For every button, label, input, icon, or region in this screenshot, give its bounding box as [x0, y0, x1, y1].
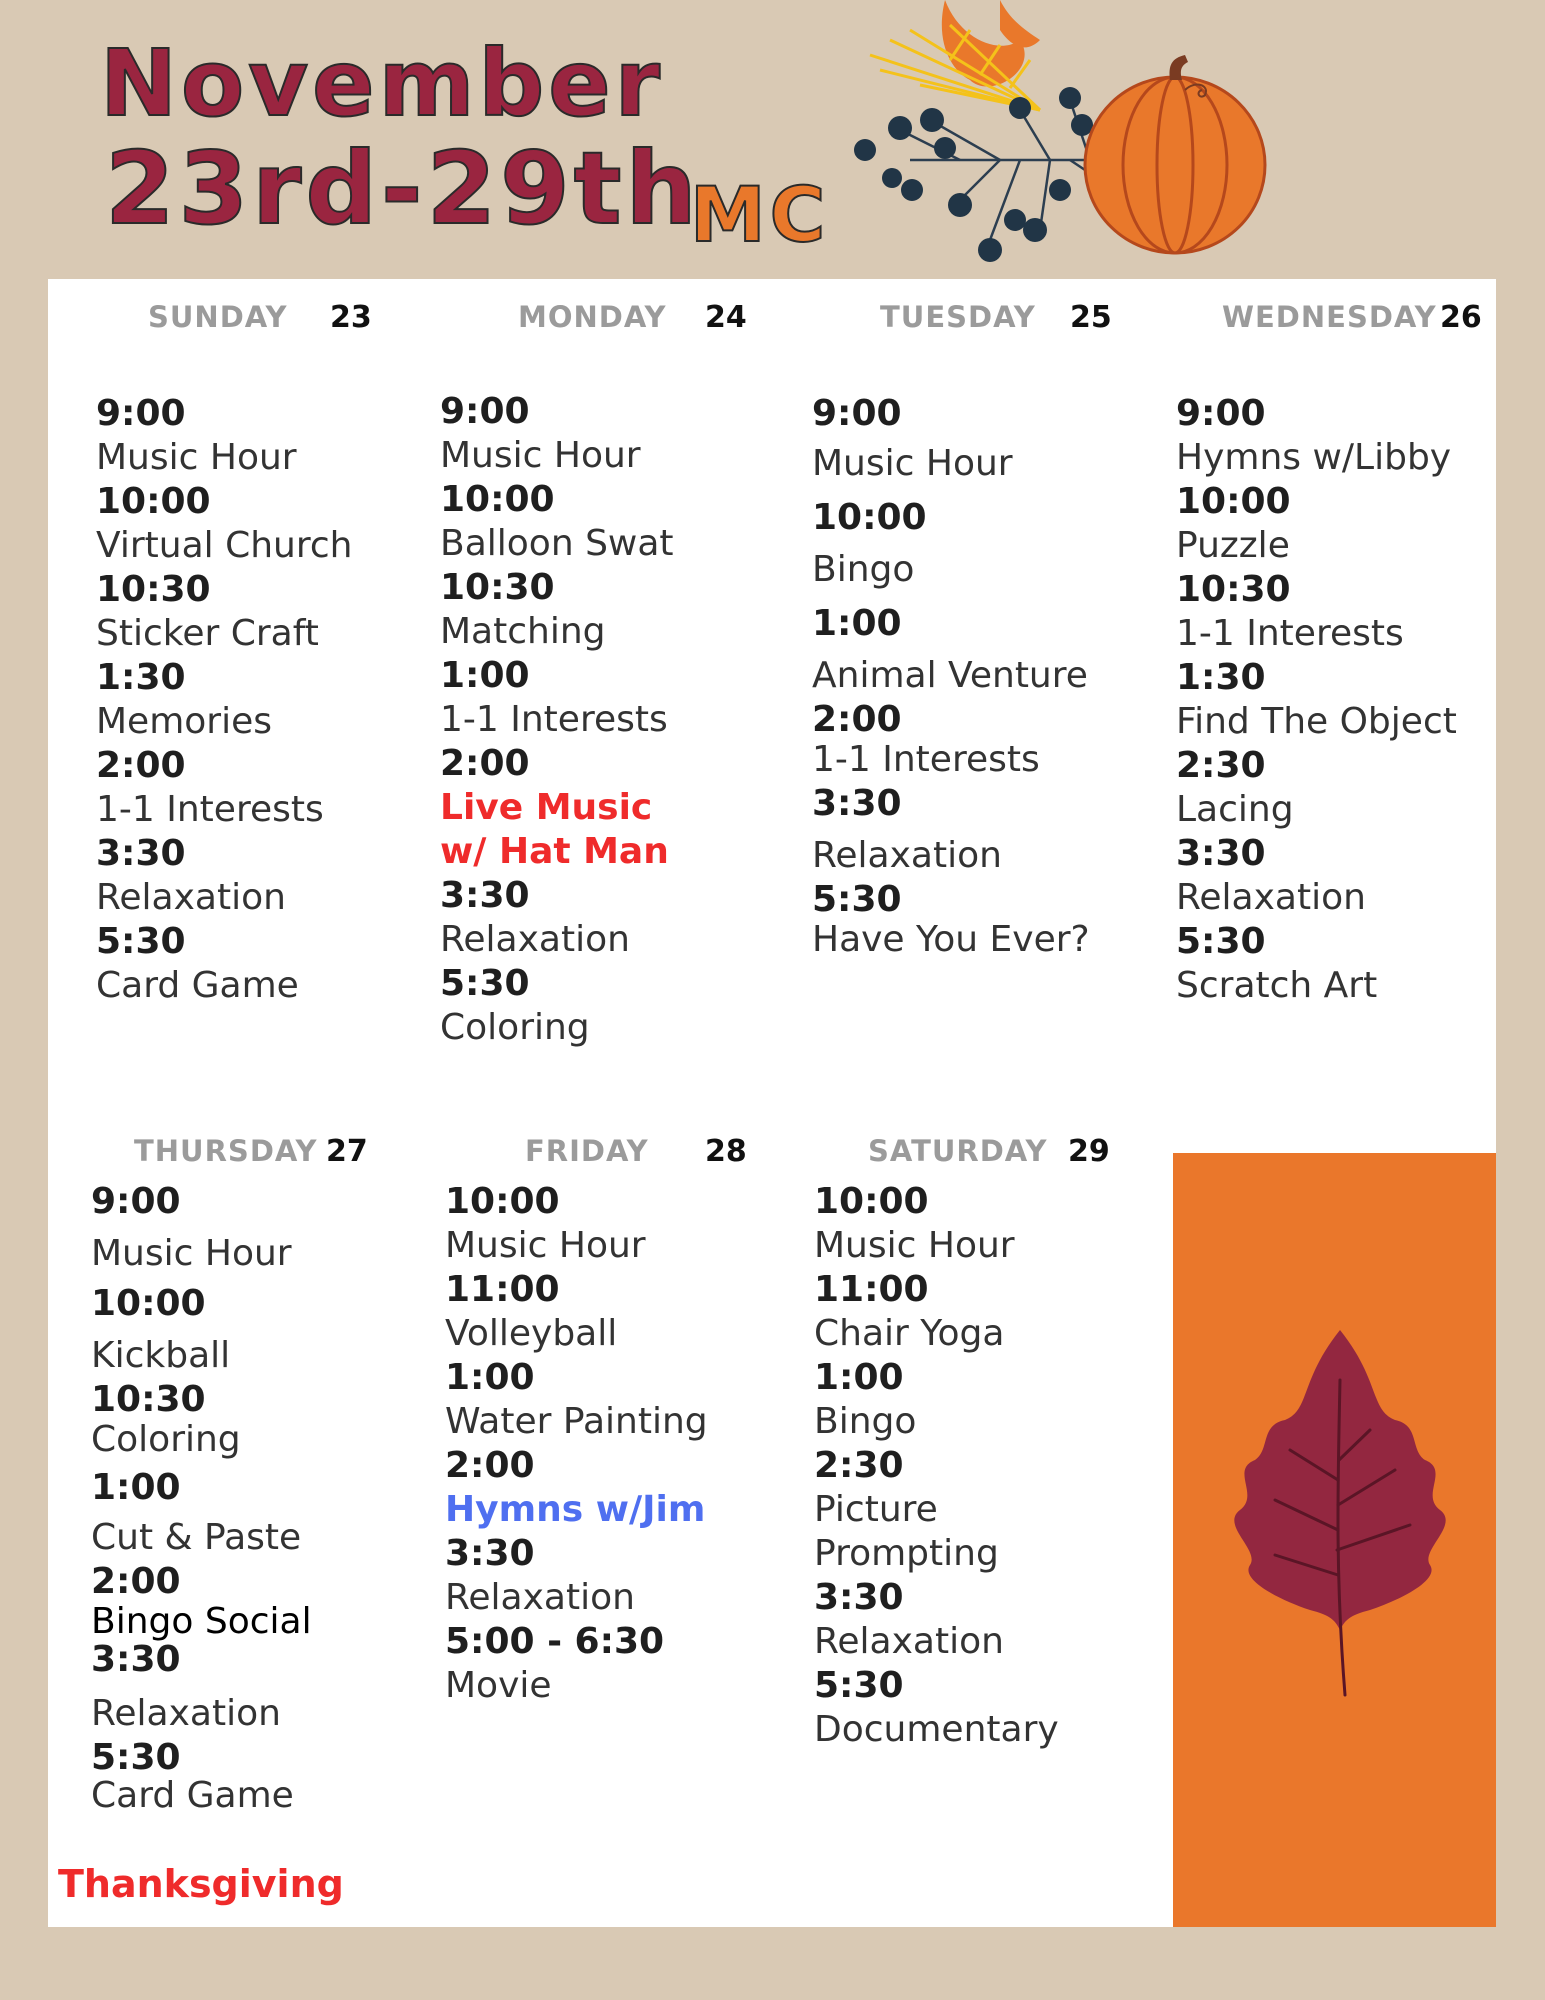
- event-item: [91, 1638, 312, 1736]
- day-date: 27: [326, 1134, 368, 1169]
- event-time: 3:30: [1176, 833, 1266, 874]
- event-item: [445, 1180, 708, 1268]
- event-activity: Relaxation: [96, 877, 286, 918]
- event-item: [812, 392, 1090, 486]
- event-item: [1176, 392, 1457, 480]
- event-time: 5:30: [814, 1665, 904, 1706]
- day-name: FRIDAY: [525, 1134, 649, 1168]
- event-item: [812, 602, 1090, 698]
- day-date: 29: [1068, 1134, 1110, 1169]
- event-activity: Relaxation: [814, 1621, 1004, 1662]
- event-item: [440, 478, 674, 566]
- event-item: [96, 920, 352, 1008]
- mc-badge: MC: [690, 170, 830, 259]
- event-activity: Matching: [440, 611, 606, 652]
- event-list: [812, 392, 1090, 962]
- event-item: [812, 698, 1090, 782]
- event-activity-live-music-line2: w/ Hat Man: [440, 831, 669, 872]
- event-time: 1:00: [445, 1357, 535, 1398]
- event-time: 2:30: [1176, 745, 1266, 786]
- event-time: 3:30: [814, 1577, 904, 1618]
- event-activity: Coloring: [91, 1419, 241, 1460]
- event-item: [814, 1444, 1059, 1576]
- event-activity-line2: Prompting: [814, 1533, 999, 1574]
- event-activity: Volleyball: [445, 1313, 618, 1354]
- event-list: [440, 390, 674, 1050]
- autumn-decoration-icon: [850, 0, 1370, 270]
- event-activity: Animal Venture: [812, 655, 1088, 696]
- event-activity: 1-1 Interests: [440, 699, 668, 740]
- event-activity: Lacing: [1176, 789, 1294, 830]
- event-activity: Music Hour: [812, 443, 1013, 484]
- event-item: [91, 1282, 312, 1378]
- event-activity: Music Hour: [440, 435, 641, 476]
- event-time: 10:30: [440, 567, 555, 608]
- event-activity: Puzzle: [1176, 525, 1290, 566]
- leaf-icon: [1220, 1320, 1460, 1700]
- event-activity: Relaxation: [440, 919, 630, 960]
- event-item: [1176, 480, 1457, 568]
- event-activity: Chair Yoga: [814, 1313, 1005, 1354]
- event-time: 11:00: [445, 1269, 560, 1310]
- event-activity: Relaxation: [445, 1577, 635, 1618]
- day-date: 28: [705, 1134, 747, 1169]
- event-time: 5:30: [812, 879, 902, 920]
- event-time: 1:00: [814, 1357, 904, 1398]
- event-activity: Documentary: [814, 1709, 1059, 1750]
- event-activity: Hymns w/Libby: [1176, 437, 1452, 478]
- event-item: [96, 656, 352, 744]
- event-time: 5:00 - 6:30: [445, 1621, 665, 1662]
- event-list: [814, 1180, 1059, 1752]
- day-date: 24: [705, 300, 747, 335]
- event-activity: Coloring: [440, 1007, 590, 1048]
- event-time: 10:30: [96, 569, 211, 610]
- event-item: [812, 878, 1090, 962]
- event-item: [91, 1378, 312, 1462]
- event-item: [96, 832, 352, 920]
- event-time: 5:30: [96, 921, 186, 962]
- thanksgiving-note: Thanksgiving: [58, 1862, 344, 1906]
- event-item: [445, 1620, 708, 1708]
- event-item: [440, 962, 674, 1050]
- event-activity: Music Hour: [91, 1233, 292, 1274]
- event-time: 10:00: [812, 497, 927, 538]
- event-item: [814, 1180, 1059, 1268]
- event-item: [814, 1268, 1059, 1356]
- event-list: [91, 1180, 312, 1818]
- event-activity-hymns: Hymns w/Jim: [445, 1489, 706, 1530]
- event-item: [96, 392, 352, 480]
- event-item: [91, 1466, 312, 1560]
- event-item: [445, 1532, 708, 1620]
- day-name: WEDNESDAY: [1222, 300, 1437, 334]
- event-time: 3:30: [812, 783, 902, 824]
- day-date: 23: [330, 300, 372, 335]
- event-activity: Have You Ever?: [812, 919, 1090, 960]
- event-time: 2:00: [445, 1445, 535, 1486]
- event-activity: Water Painting: [445, 1401, 708, 1442]
- event-item: [440, 874, 674, 962]
- event-item: [96, 744, 352, 832]
- event-activity: Card Game: [91, 1775, 294, 1816]
- event-item: [91, 1180, 312, 1276]
- event-item: [440, 390, 674, 478]
- event-item: [96, 568, 352, 656]
- event-activity: Kickball: [91, 1335, 231, 1376]
- event-list: [1176, 392, 1457, 1008]
- event-activity: Virtual Church: [96, 525, 353, 566]
- event-time: 9:00: [812, 393, 902, 434]
- day-name: MONDAY: [518, 300, 667, 334]
- event-item: [814, 1576, 1059, 1664]
- event-item: [440, 654, 674, 742]
- event-item: [812, 782, 1090, 878]
- event-time: 2:00: [440, 743, 530, 784]
- event-list: [445, 1180, 708, 1708]
- event-activity: Card Game: [96, 965, 299, 1006]
- event-item: [1176, 920, 1457, 1008]
- event-time: 9:00: [91, 1181, 181, 1222]
- event-item: [445, 1356, 708, 1444]
- day-name: SUNDAY: [148, 300, 288, 334]
- event-item: [440, 566, 674, 654]
- event-activity: Memories: [96, 701, 273, 742]
- event-item: [814, 1664, 1059, 1752]
- event-time: 3:30: [91, 1639, 181, 1680]
- event-activity: Relaxation: [91, 1693, 281, 1734]
- event-item: [91, 1736, 312, 1818]
- event-time: 5:30: [91, 1737, 181, 1778]
- event-activity: 1-1 Interests: [1176, 613, 1404, 654]
- event-time: 3:30: [96, 833, 186, 874]
- event-time: 2:30: [814, 1445, 904, 1486]
- event-time: 10:00: [91, 1283, 206, 1324]
- event-activity: Bingo: [814, 1401, 917, 1442]
- title-date-range: 23rd-29th: [105, 130, 701, 247]
- event-time: 1:00: [812, 603, 902, 644]
- event-activity: Cut & Paste: [91, 1517, 302, 1558]
- event-activity: Movie: [445, 1665, 552, 1706]
- event-time: 1:00: [440, 655, 530, 696]
- event-time: 9:00: [1176, 393, 1266, 434]
- event-activity: Sticker Craft: [96, 613, 319, 654]
- event-activity: Find The Object: [1176, 701, 1457, 742]
- event-item: [814, 1356, 1059, 1444]
- event-activity: Scratch Art: [1176, 965, 1378, 1006]
- event-activity: 1-1 Interests: [96, 789, 324, 830]
- event-item: [96, 480, 352, 568]
- event-activity: Music Hour: [445, 1225, 646, 1266]
- event-time: 11:00: [814, 1269, 929, 1310]
- event-time: 5:30: [440, 963, 530, 1004]
- day-name: TUESDAY: [880, 300, 1036, 334]
- event-activity: Music Hour: [96, 437, 297, 478]
- event-time: 9:00: [96, 393, 186, 434]
- event-item-highlight: [440, 742, 674, 874]
- event-time: 1:30: [96, 657, 186, 698]
- event-item: [91, 1560, 312, 1644]
- event-activity: Relaxation: [812, 835, 1002, 876]
- event-time: 10:00: [1176, 481, 1291, 522]
- title-month: November: [100, 30, 665, 137]
- day-name: SATURDAY: [868, 1134, 1048, 1168]
- event-time: 10:00: [440, 479, 555, 520]
- event-time: 1:30: [1176, 657, 1266, 698]
- event-time: 3:30: [440, 875, 530, 916]
- event-time: 2:00: [91, 1561, 181, 1602]
- event-item: [1176, 656, 1457, 744]
- event-item: [1176, 568, 1457, 656]
- event-time: 10:30: [91, 1379, 206, 1420]
- event-item-highlight: [445, 1444, 708, 1532]
- event-item: [1176, 744, 1457, 832]
- event-activity: 1-1 Interests: [812, 739, 1040, 780]
- event-activity: Bingo Social: [91, 1601, 312, 1642]
- event-time: 3:30: [445, 1533, 535, 1574]
- event-time: 9:00: [440, 391, 530, 432]
- event-time: 10:00: [814, 1181, 929, 1222]
- day-date: 26: [1440, 300, 1482, 335]
- day-date: 25: [1070, 300, 1112, 335]
- event-activity-live-music: Live Music: [440, 787, 653, 828]
- event-item: [445, 1268, 708, 1356]
- event-activity: Relaxation: [1176, 877, 1366, 918]
- event-time: 2:00: [812, 699, 902, 740]
- event-activity: Picture: [814, 1489, 938, 1530]
- event-item: [812, 496, 1090, 592]
- event-time: 10:30: [1176, 569, 1291, 610]
- event-activity: Bingo: [812, 549, 915, 590]
- event-list: [96, 392, 352, 1008]
- event-time: 10:00: [445, 1181, 560, 1222]
- event-time: 5:30: [1176, 921, 1266, 962]
- event-activity: Music Hour: [814, 1225, 1015, 1266]
- event-time: 1:00: [91, 1467, 181, 1508]
- event-item: [1176, 832, 1457, 920]
- event-time: 10:00: [96, 481, 211, 522]
- event-activity: Balloon Swat: [440, 523, 674, 564]
- event-time: 2:00: [96, 745, 186, 786]
- day-name: THURSDAY: [134, 1134, 318, 1168]
